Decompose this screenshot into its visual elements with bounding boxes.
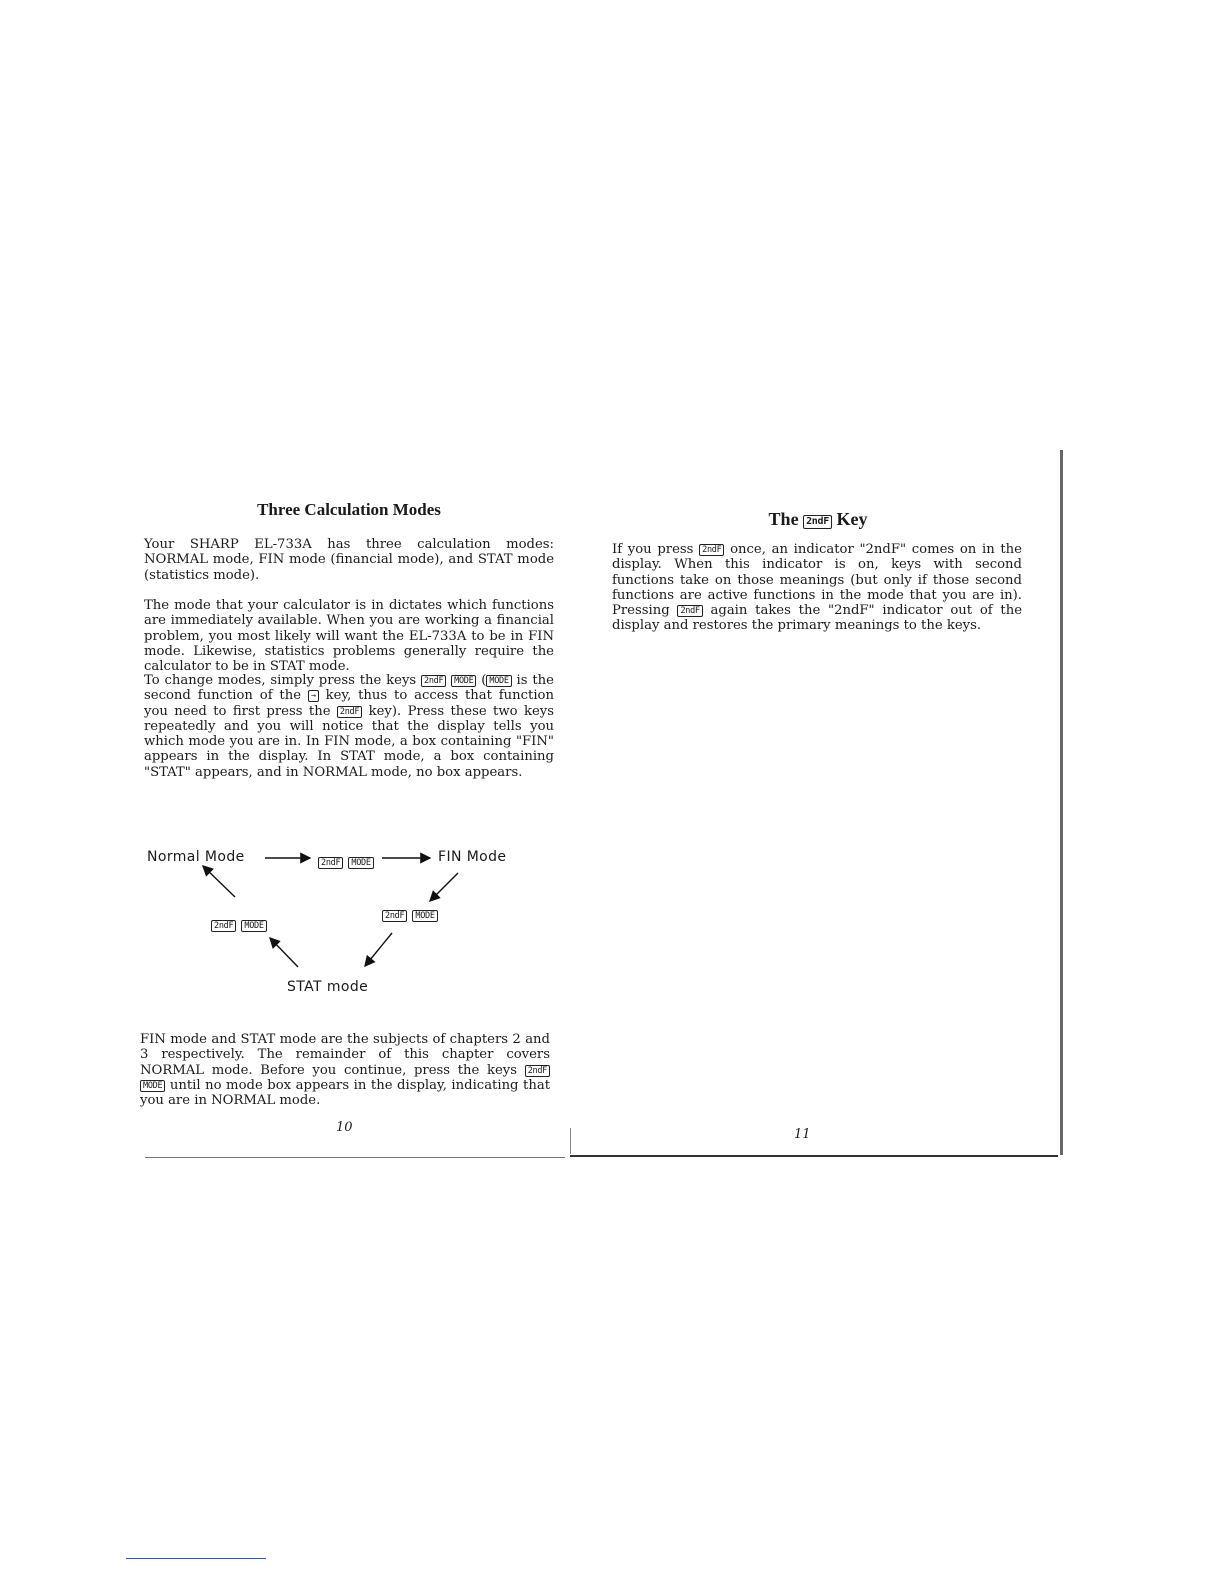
blue-scan-line — [126, 1558, 266, 1559]
text-segment: until no mode box appears in the display, indicating that you are in NORMAL mode. — [140, 1077, 550, 1109]
text-segment: To change modes, simply press the keys — [144, 673, 417, 688]
mode-key-icon: MODE — [241, 920, 266, 932]
mode-key-icon: MODE — [486, 675, 511, 687]
diagram-keys-right — [382, 904, 438, 923]
diagram-normal-mode-label: Normal Mode — [147, 849, 245, 865]
arrow-key-icon: → — [308, 690, 319, 702]
paragraph-intro: Your SHARP EL-733A has three calculation modes: NORMAL mode, FIN mode (financial mode), and STAT mode (statistics mode). — [144, 537, 554, 583]
left-page — [140, 500, 558, 1140]
mode-key-icon: MODE — [348, 857, 373, 869]
second-f-key-icon: 2ndF — [421, 675, 446, 687]
gutter-mark — [570, 1128, 571, 1154]
title-segment: Key — [836, 509, 868, 529]
second-f-key-icon: 2ndF — [525, 1065, 550, 1077]
mode-key-icon: MODE — [451, 675, 476, 687]
text-segment: once, an indicator "2ndF" comes on in the display. When this indicator is on, keys with second functions take on those meanings (but only if those second functions are active functions in the mode that you are in). Pressing — [612, 542, 1022, 619]
paragraph-normal-mode — [140, 1032, 550, 1108]
paragraph-second-f — [612, 542, 1022, 634]
page-number: 10 — [336, 1120, 353, 1135]
second-f-key-icon: 2ndF — [677, 605, 702, 617]
text-segment: FIN mode and STAT mode are the subjects of chapters 2 and 3 respectively. The remainder of this chapter covers NORMAL mode. Before you continue, press the keys — [140, 1032, 550, 1078]
second-f-key-icon: 2ndF — [211, 920, 236, 932]
text-segment: key). Press these two keys repeatedly and you will notice that the display tells you which mode you are in. In FIN mode, a box containing "FIN" appears in the display. In STAT mode, a box containing "STAT" appears, and in NORMAL mode, no box appears. — [144, 703, 554, 780]
page-title: Three Calculation Modes — [257, 500, 441, 519]
arrow-keys-to-normal — [203, 866, 235, 897]
arrow-keys-to-stat — [365, 933, 392, 966]
page-title — [612, 509, 1024, 530]
diagram-fin-mode-label: FIN Mode — [438, 849, 507, 865]
text-segment: ( — [481, 673, 487, 688]
second-f-key-icon: 2ndF — [803, 515, 832, 529]
arrow-stat-to-keys — [270, 938, 298, 967]
diagram-keys-top — [318, 851, 374, 870]
paragraph-mode-dictates: The mode that your calculator is in dictates which functions are immediately available. When you are working a financial problem, you most likely will want the EL-733A to be in FIN mode. Likewise, statistics problems generally require the calculator to be in STAT mode. — [144, 598, 554, 675]
text-segment: If you press — [612, 542, 694, 557]
text-segment: again takes the "2ndF" indicator out of the display and restores the primary meanings to the keys. — [612, 603, 1022, 634]
mode-key-icon: MODE — [140, 1080, 165, 1092]
text-segment: is the second function of the — [144, 673, 554, 704]
bottom-rule-left — [145, 1157, 565, 1158]
page-number: 11 — [794, 1127, 811, 1142]
bottom-rule-right — [570, 1155, 1058, 1157]
diagram-stat-mode-label: STAT mode — [287, 979, 369, 995]
second-f-key-icon: 2ndF — [318, 857, 343, 869]
text-segment: key, thus to access that function you need to first press the — [144, 688, 554, 719]
mode-key-icon: MODE — [412, 910, 437, 922]
binding-edge — [1060, 450, 1063, 1155]
arrow-fin-to-keys — [430, 873, 458, 901]
right-page — [612, 505, 1024, 1145]
diagram-keys-left — [211, 914, 267, 933]
second-f-key-icon: 2ndF — [382, 910, 407, 922]
title-segment: The — [768, 509, 799, 529]
second-f-key-icon: 2ndF — [337, 706, 362, 718]
second-f-key-icon: 2ndF — [699, 544, 724, 556]
mode-cycle-arrows — [140, 500, 558, 1010]
